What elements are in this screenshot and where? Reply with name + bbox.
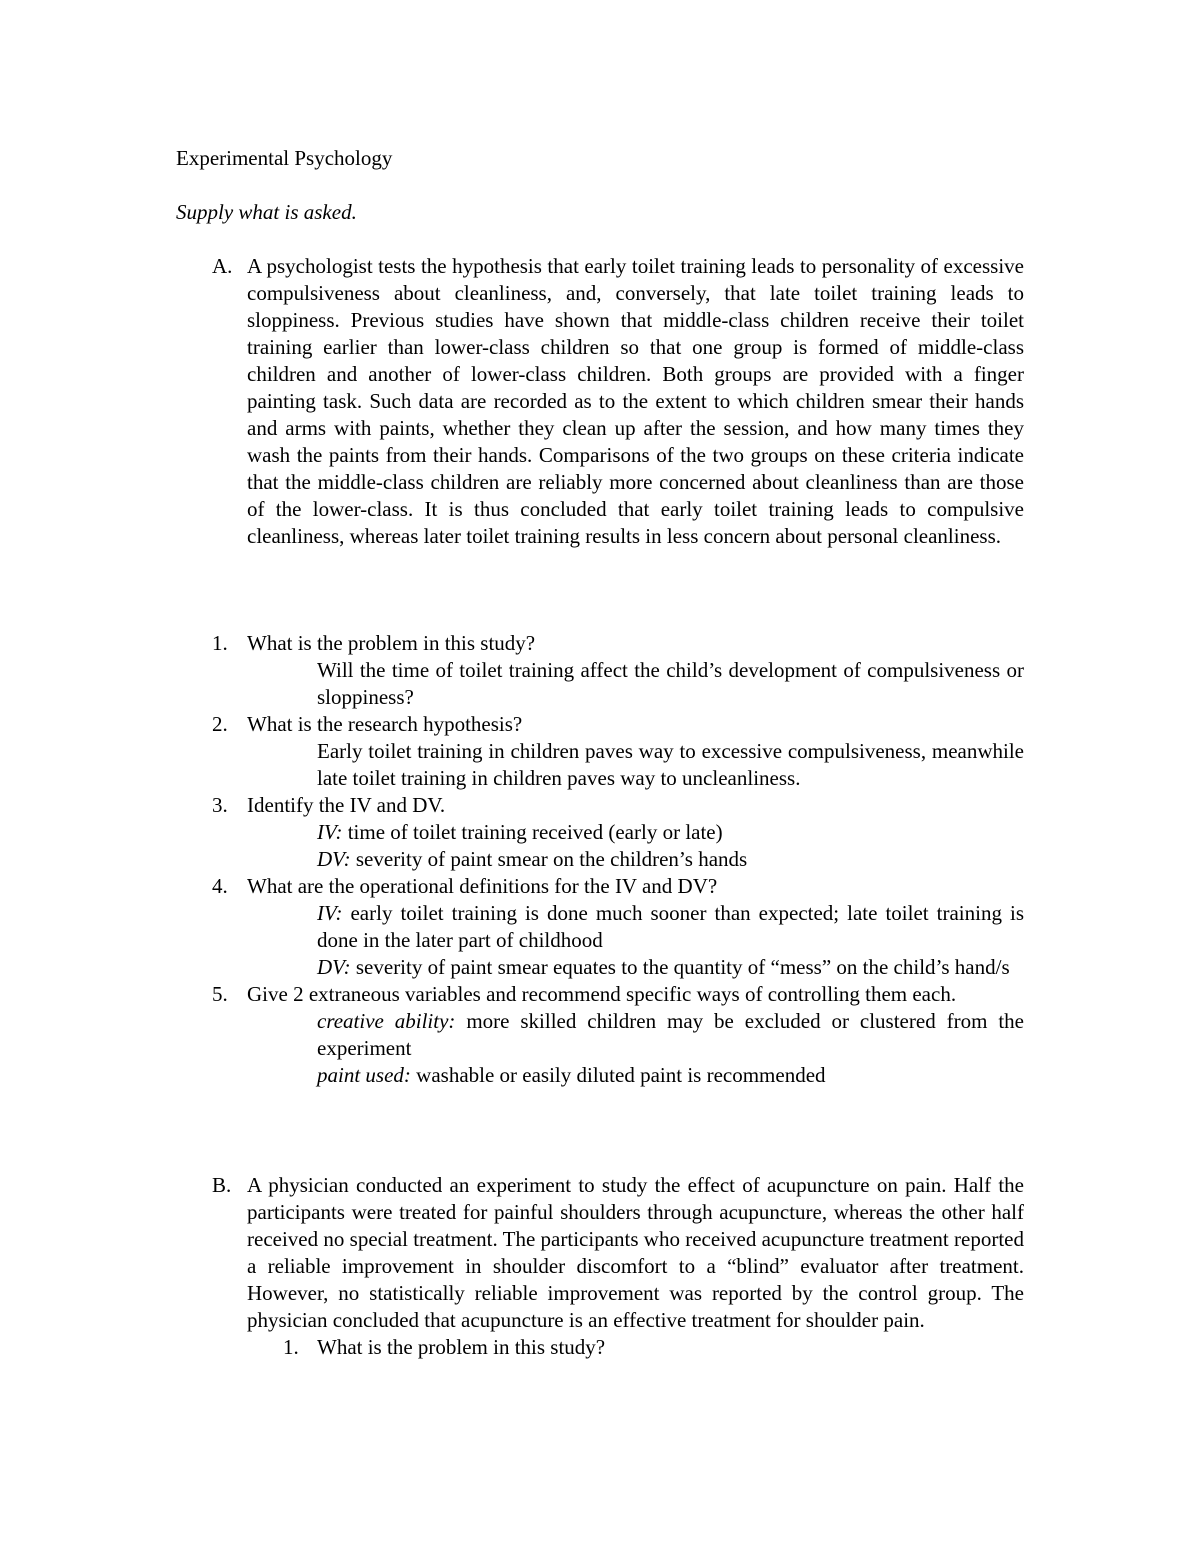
question-text: What is the research hypothesis? [247,712,523,736]
question-text: Identify the IV and DV. [247,793,446,817]
answer-text [317,900,1024,954]
section-a-questions [176,630,1024,1089]
answer-body: severity of paint smear on the children’s hands [350,847,748,871]
answer-text [317,657,1024,711]
question-item [176,792,1024,819]
question-text: Give 2 extraneous variables and recommend specific ways of controlling them each. [247,982,957,1006]
question-number: 1. [283,1335,299,1359]
page-title: Experimental Psychology [176,146,393,170]
section-b [176,1172,1024,1361]
answer-body: Will the time of toilet training affect the child’s development of compulsiveness or sloppiness? [317,658,1024,709]
answer-body: Early toilet training in children paves way to excessive compulsiveness, meanwhile late toilet training in children paves way to uncleanliness. [317,739,1024,790]
section-a-text: A psychologist tests the hypothesis that early toilet training leads to personality of excessive compulsiveness about cleanliness, and, conversely, that late toilet training leads to sloppiness. Previous studies have shown that middle-class children receive their toilet training earlier than lower-class children so that one group is formed of middle-class children and another of lower-class children. Both groups are provided with a finger painting task. Such data are recorded as to the extent to which children smear their hands and arms with paints, whether they clean up after the session, and how many times they wash the paints from their hands. Comparisons of the two groups on these criteria indicate that the middle-class children are reliably more concerned about cleanliness than are those of the lower-class. It is thus concluded that early toilet training leads to compulsive cleanliness, whereas later toilet training results in less concern about personal cleanliness. [247,254,1024,548]
answer-body: severity of paint smear equates to the quantity of “mess” on the child’s hand/s [350,955,1010,979]
answer-body: more skilled children may be excluded or clustered from the experiment [317,1009,1024,1060]
answer-label: IV: [317,901,343,925]
question-item [176,981,1024,1008]
answer-text [317,819,1024,846]
answer-body: time of toilet training received (early or late) [342,820,723,844]
question-number: 1. [212,631,228,655]
answer-text [317,1008,1024,1062]
answer-label: DV: [317,847,351,871]
answer-text [317,1062,1024,1089]
answer-text [317,954,1024,981]
answer-body: early toilet training is done much sooner than expected; late toilet training is done in the later part of childhood [317,901,1024,952]
answer-text [317,738,1024,792]
question-number: 5. [212,982,228,1006]
answer-label: paint used: [317,1063,411,1087]
question-item [176,873,1024,900]
section-b-letter: B. [212,1173,232,1197]
question-number: 3. [212,793,228,817]
question-text: What is the problem in this study? [317,1335,606,1359]
instructions: Supply what is asked. [176,200,357,224]
question-number: 4. [212,874,228,898]
question-text: What is the problem in this study? [247,631,536,655]
answer-label: DV: [317,955,351,979]
question-item [176,630,1024,657]
question-item [176,711,1024,738]
question-item [176,1334,1024,1361]
answer-body: washable or easily diluted paint is recommended [410,1063,826,1087]
answer-label: IV: [317,820,343,844]
section-a-letter: A. [212,254,233,278]
question-number: 2. [212,712,228,736]
question-text: What are the operational definitions for the IV and DV? [247,874,718,898]
answer-label: creative ability: [317,1009,456,1033]
section-b-text: A physician conducted an experiment to study the effect of acupuncture on pain. Half the participants were treated for painful shoulders through acupuncture, whereas the other half received no special treatment. The participants who received acupuncture treatment reported a reliable improvement in shoulder discomfort to a “blind” evaluator after treatment. However, no statistically reliable improvement was reported by the control group. The physician concluded that acupuncture is an effective treatment for shoulder pain. [247,1173,1024,1332]
answer-text [317,846,1024,873]
section-a [176,253,1024,550]
